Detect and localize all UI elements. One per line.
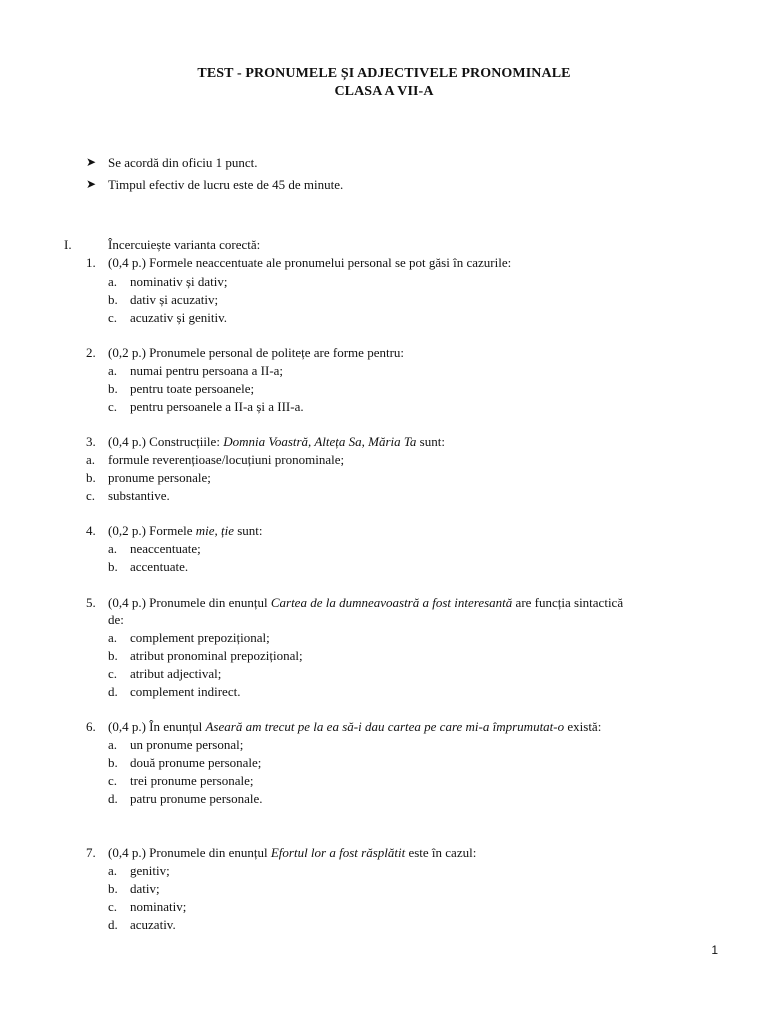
question-text-pre: (0,4 p.) Pronumele din enunțul xyxy=(108,845,271,860)
question-text-post: este în cazul: xyxy=(405,845,477,860)
option-letter: a. xyxy=(108,541,118,556)
question-text xyxy=(108,719,601,735)
option-letter: a. xyxy=(86,452,96,467)
section-heading: Încercuiește varianta corectă: xyxy=(108,237,261,252)
question-text xyxy=(108,523,263,539)
option-letter: c. xyxy=(108,310,118,325)
question-text: (0,4 p.) Formele neaccentuate ale pronumelui personal se pot găsi în cazurile: xyxy=(108,255,512,270)
option-text: nominativ; xyxy=(130,899,187,914)
option-letter: b. xyxy=(108,881,118,896)
option-letter: d. xyxy=(108,791,118,806)
question-number: 4. xyxy=(86,523,96,538)
option-letter: c. xyxy=(86,488,96,503)
option-letter: c. xyxy=(108,899,118,914)
question-text-italic: Domnia Voastră, Alteța Sa, Măria Ta xyxy=(223,434,417,449)
question-text-post: are funcția sintactică xyxy=(512,595,624,610)
option-text: atribut pronominal prepozițional; xyxy=(130,648,303,663)
option-text: dativ; xyxy=(130,881,160,896)
option-text: trei pronume personale; xyxy=(130,773,254,788)
question-number: 7. xyxy=(86,845,96,860)
option-letter: c. xyxy=(108,666,118,681)
option-text: acuzativ și genitiv. xyxy=(130,310,227,325)
question-number: 1. xyxy=(86,255,96,270)
question-text-continuation: de: xyxy=(108,612,124,627)
question-text-italic: Cartea de la dumneavoastră a fost interesantă xyxy=(270,595,513,610)
question-number: 2. xyxy=(86,345,96,360)
arrow-bullet-icon: ➤ xyxy=(86,177,97,191)
page-number: 1 xyxy=(711,943,718,957)
option-letter: d. xyxy=(108,684,118,699)
option-text: pentru persoanele a II-a și a III-a. xyxy=(130,399,304,414)
option-text: dativ și acuzativ; xyxy=(130,292,219,307)
option-letter: c. xyxy=(108,773,118,788)
option-text: complement indirect. xyxy=(130,684,241,699)
question-text xyxy=(108,434,445,450)
option-text: atribut adjectival; xyxy=(130,666,222,681)
option-letter: b. xyxy=(108,559,118,574)
option-text: substantive. xyxy=(108,488,170,503)
option-text: complement prepozițional; xyxy=(130,630,270,645)
section-numeral: I. xyxy=(64,237,72,252)
question-text-italic: mie, ție xyxy=(195,523,234,538)
option-text: pronume personale; xyxy=(108,470,211,485)
option-letter: b. xyxy=(108,648,118,663)
question-text: (0,2 p.) Pronumele personal de politețe are forme pentru: xyxy=(108,345,405,360)
option-text: neaccentuate; xyxy=(130,541,201,556)
option-letter: a. xyxy=(108,363,118,378)
instruction-item: Timpul efectiv de lucru este de 45 de minute. xyxy=(108,177,344,192)
option-letter: b. xyxy=(108,755,118,770)
option-text: accentuate. xyxy=(130,559,189,574)
arrow-bullet-icon: ➤ xyxy=(86,155,97,169)
option-letter: b. xyxy=(108,381,118,396)
option-text: pentru toate persoanele; xyxy=(130,381,255,396)
question-text-italic: Efortul lor a fost răsplătit xyxy=(270,845,406,860)
question-number: 5. xyxy=(86,595,96,610)
option-letter: a. xyxy=(108,863,118,878)
question-text-pre: (0,4 p.) Pronumele din enunțul xyxy=(108,595,271,610)
question-text-post: există: xyxy=(564,719,602,734)
option-text: numai pentru persoana a II-a; xyxy=(130,363,284,378)
question-text xyxy=(108,845,476,861)
option-letter: a. xyxy=(108,737,118,752)
option-letter: b. xyxy=(108,292,118,307)
instruction-item: Se acordă din oficiu 1 punct. xyxy=(108,155,258,170)
question-number: 3. xyxy=(86,434,96,449)
question-text-post: sunt: xyxy=(234,523,263,538)
question-number: 6. xyxy=(86,719,96,734)
option-letter: c. xyxy=(108,399,118,414)
option-text: nominativ și dativ; xyxy=(130,274,228,289)
question-text-italic: Aseară am trecut pe la ea să-i dau cartea pe care mi-a împrumutat-o xyxy=(205,719,565,734)
question-text xyxy=(108,595,623,611)
option-text: genitiv; xyxy=(130,863,170,878)
option-text: un pronume personal; xyxy=(130,737,244,752)
option-letter: b. xyxy=(86,470,96,485)
option-text: acuzativ. xyxy=(130,917,176,932)
question-text-pre: (0,2 p.) Formele xyxy=(108,523,196,538)
option-text: două pronume personale; xyxy=(130,755,262,770)
question-text-pre: (0,4 p.) În enunțul xyxy=(108,719,206,734)
option-letter: d. xyxy=(108,917,118,932)
question-text-pre: (0,4 p.) Construcțiile: xyxy=(108,434,224,449)
option-letter: a. xyxy=(108,630,118,645)
option-text: patru pronume personale. xyxy=(130,791,263,806)
option-text: formule reverențioase/locuțiuni pronominale; xyxy=(108,452,345,467)
option-letter: a. xyxy=(108,274,118,289)
question-text-post: sunt: xyxy=(416,434,445,449)
page-title: TEST - PRONUMELE ȘI ADJECTIVELE PRONOMINALE xyxy=(197,66,571,81)
page-subtitle: CLASA A VII-A xyxy=(334,84,434,99)
